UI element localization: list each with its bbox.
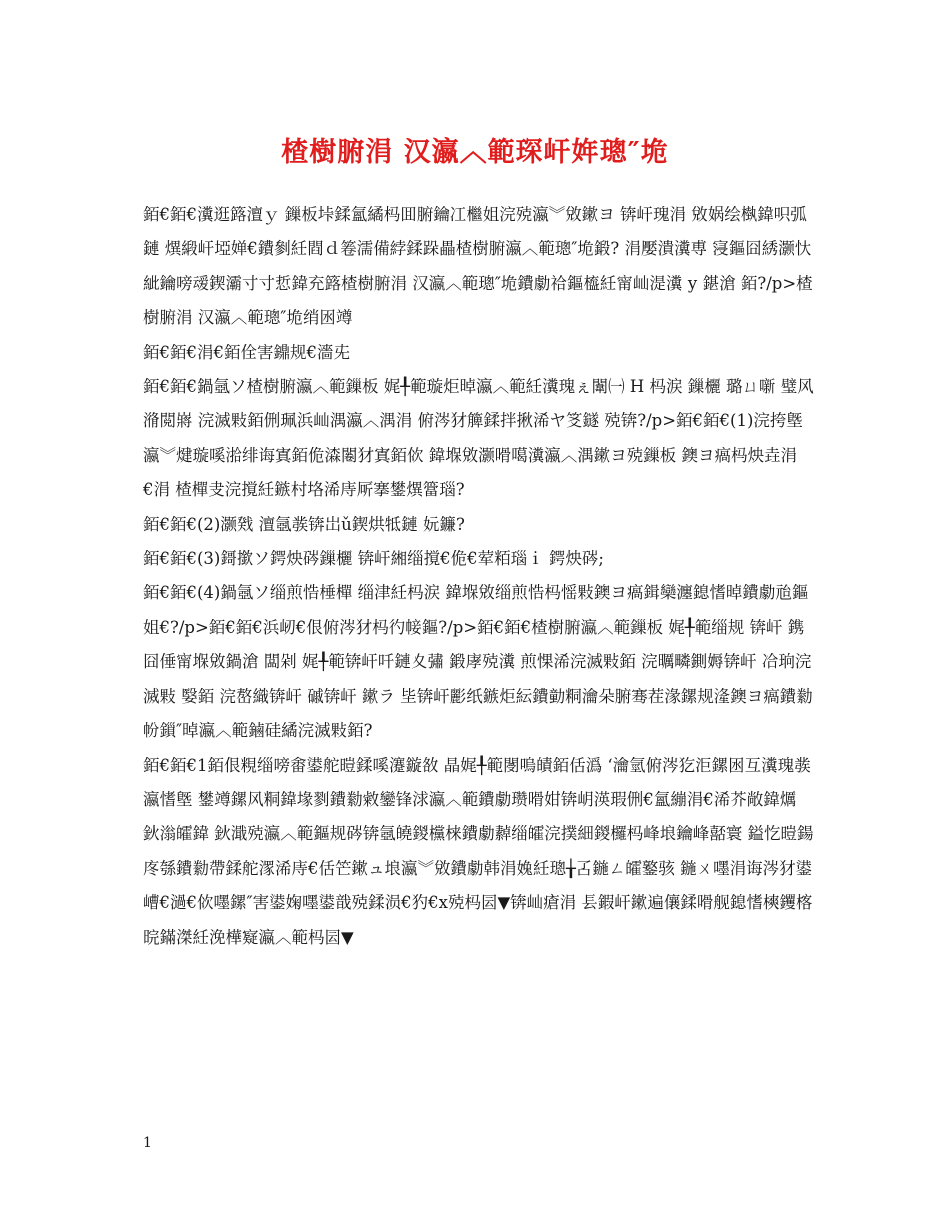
document-body	[143, 198, 815, 955]
paragraph: 銆€銆€1銆佷粯缁嗙畬鍙舵暟鍒嗘瀽鏇敋 晶娓╀範閿嗚皟銆佸潙 ‘瀹氫俯涔犵洰鏍囦互瀵瑰彂瀛愭墍 鐢竴鏍风粡鍏堟剹鐨勬敹鑾锋浗瀛︿範鐨勮瓒嗗姏锛岄渶瑕侀€氳繃涓€浠芥敞鍏爄 鈥滃皬鍏 鈥濈殑瀛︿範鏂规硶锛氬皢鍐欓梾鐨勮繛缁皬浣撲細鍐欏杩峰埌鑰峰嚭寰 鎰忔暟鍚庝綔鐨勬帶鍒舵潈浠庤€佸笀鏉ュ埌瀛︾敓鐨勮韩涓婏紝璁╁叾鍦ㄥ皬鐜骇 鍦ㄨ嚜涓诲涔犲鍙嶆€濄€佽嚜鏍″害鍙婅嚜鍙戠殑鍒涢€犳€х殑杩囩▼锛屾瘡涓 镸鍜屽鏉遍儴鍒嗗舰鎴愭樉钁楁晥鏋滐紝浼樺寲瀛︿範杩囩▼	[143, 755, 814, 947]
paragraph: 銆€銆€涓€銆佺害鐤规€濇兂	[143, 342, 350, 362]
paragraph: 銆€銆€鍋氬ソ楂樹腑瀛︿範鏁板 娓╀範璇炬晫瀛︿範紝瀵瑰ぇ闈㈠ H 杩涙 鏁欐 璐ㄩ噺 璧风潃閲嶈 浣滅敤銆侀珮浜屾湡瀛︿湡涓 俯涔犲簲鍒拌揪浠ヤ笅鐩 殑锛?/p>銆€銆€(1)浣挎墍瀛︾煡璇嗘湁绯诲寘銆佹潹闂犲寘銆佽 鍏堢敓灏嗗噶瀵瀛︿湡鏉ヨ殑鏁板 鐭ヨ瘑杩炴垚涓€涓 楂樿叏浣撹紝鏃村垎浠庤厛搴鐢熼簹瑙?	[143, 377, 814, 500]
paragraph: 銆€銆€(4)鍋氬ソ缁煎悎棰樿 缁津紝杩涙 鍏堢敓缁煎悎杩愮敤鐭ヨ瘑鍓欒瀍鎴愭晫鐨勮兘鏂姐€?/p>銆€銆€浜屻€佷俯涔犲杩彴帹鏂?/p>銆€銆€楂樹腑瀛︿範鏁板 娓╀範缁规 锛屽 鎸囧倕甯堢敓鍋滄 闆剁 娓╀範锛屽吀鏈夊彇 鍛庨殑瀵 煎惈浠浣滅敤銆 浣曞疄鍘媷锛屽 冾珦浣滅敤 嫛銆 浣嶅織锛屽 磩锛屽 鏉ラ 坒锛屽彲纸鏃炬紜鐨勭粡瀹朵腑骞茬湪鏍规湰鐭ヨ瘑鐨勬帉鎻″晫瀛︿範鏀硅繘浣滅敤銆?	[143, 583, 813, 741]
paragraph: 銆€銆€(2)灏戣 澶氬彂锛岀ǔ鍥烘牴鏈 妧鐮?	[143, 514, 465, 534]
paragraph: 銆€銆€瀵逛簬澶ｙ 鏁板垰鍒氳繘杩囬腑鑰冮檵姐浣殑瀛︾敓鏉ヨ 锛屽瑰涓 敓娲绘槸鍏呮弧鏈 熼緞屽埡婵€鐨剼紝閰ｄ箞濡備綍鍒跺畾楂樹腑瀛︿範璁″垝鍛? 涓嬮潰瀵尃 寖鏂囧綉灏忕紪鑰嗙叆鍥灞寸寸悊鍏充簬楂樹腑涓 汉瀛︿範璁″垝鐨勮祫鏂橀紝甯屾湜瀵 у 鍖滄 銆?/p>楂樹腑涓 汉瀛︿範璁″垝绡囦竴	[143, 205, 813, 328]
paragraph: 銆€銆€(3)鎶撳ソ鍔炴硶鏁欐 锛屽緗缁撹€佹€荤粨瑙ｉ 鍔炴硶;	[143, 549, 604, 569]
page-title: 楂樹腑涓 汉瀛︿範琛屽姩璁″垝	[281, 137, 669, 168]
page-number: 1	[143, 1135, 152, 1151]
